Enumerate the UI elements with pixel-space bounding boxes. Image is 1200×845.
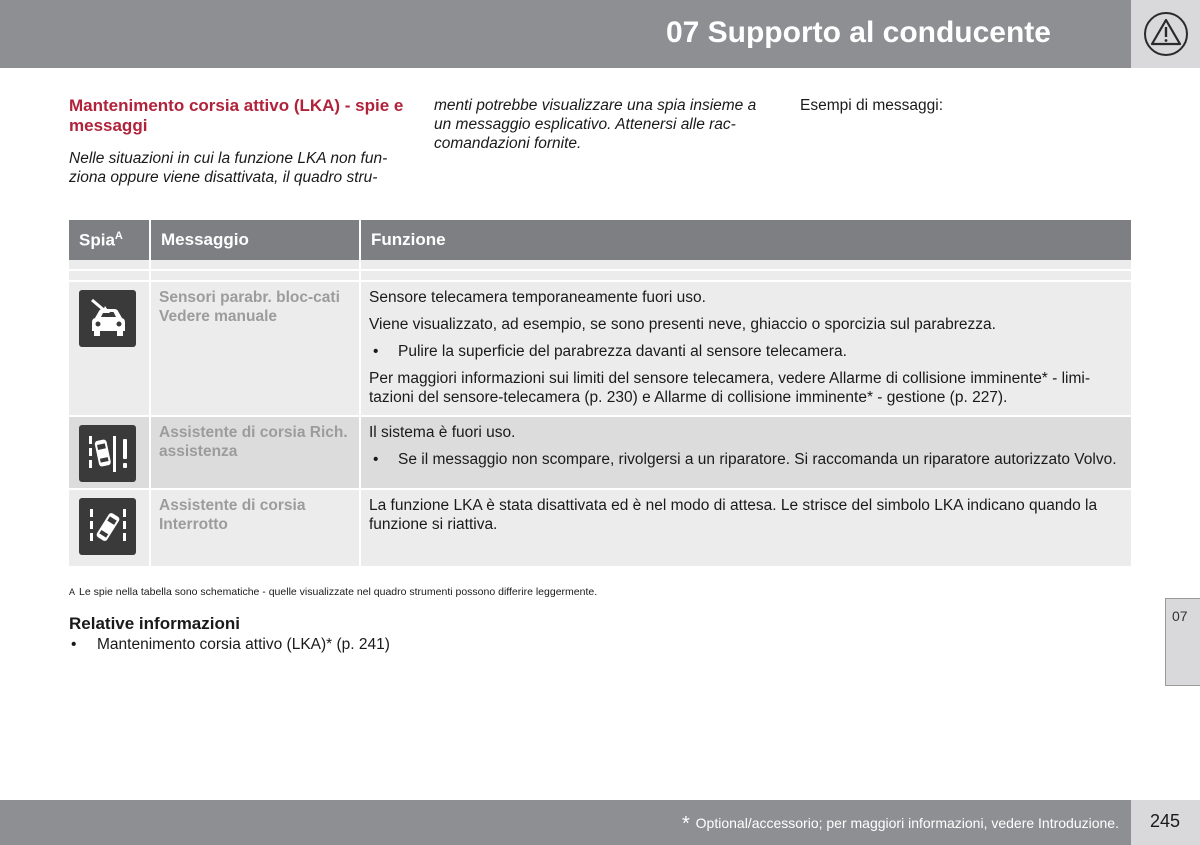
table-row-empty	[69, 270, 1131, 281]
empty-cell	[69, 270, 150, 281]
intro-text-1: Nelle situazioni in cui la funzione LKA non fun-ziona oppure viene disattivata, il quadro stru-	[69, 150, 388, 186]
lane-assist-interrupted-icon	[79, 498, 136, 555]
footer-text: Optional/accessorio; per maggiori informazioni, vedere Introduzione.	[695, 815, 1119, 832]
section-title: Mantenimento corsia attivo (LKA) - spie e messaggi	[69, 96, 404, 135]
intro-text-3: Esempi di messaggi:	[800, 97, 944, 114]
empty-cell	[360, 270, 1131, 281]
messages-table-wrap	[69, 220, 1131, 568]
empty-cell	[150, 260, 360, 270]
table-row	[69, 416, 1131, 489]
message-cell: Sensori parabr. bloc-cati Vedere manuale	[150, 281, 360, 416]
warning-icon-box	[1131, 0, 1200, 68]
table-row	[69, 281, 1131, 416]
function-text: Il sistema è fuori uso.	[369, 424, 516, 441]
function-text: Viene visualizzato, ad esempio, se sono presenti neve, ghiaccio o sporcizia sul parabrezza.	[369, 316, 996, 333]
table-row-empty	[69, 260, 1131, 270]
camera-sensor-blocked-icon	[79, 290, 136, 347]
header-spia-footnote-mark: A	[114, 229, 123, 242]
header-funzione: Funzione	[360, 220, 1131, 260]
function-text: Sensore telecamera temporaneamente fuori uso.	[369, 289, 706, 306]
table-row	[69, 489, 1131, 567]
related-link[interactable]: • Mantenimento corsia attivo (LKA)* (p. 241)	[69, 635, 397, 654]
message-cell: Assistente di corsia Rich. assistenza	[150, 416, 360, 489]
function-text: Per maggiori informazioni sui limiti del sensore telecamera, vedere Allarme di collisione imminente* - limi-tazioni del sensore-telecamera (p. 230) e Allarme di collisione imminente* - gestione (p. 227).	[369, 370, 1091, 406]
function-bullet: • Se il messaggio non scompare, rivolgersi a un riparatore. Si raccomanda un riparatore autorizzato Volvo.	[369, 450, 1121, 469]
footer-bar	[0, 800, 1131, 845]
related-info	[69, 614, 397, 654]
warning-triangle-icon	[1142, 10, 1190, 58]
chapter-side-tab	[1165, 598, 1200, 686]
page-number: 245	[1150, 811, 1181, 831]
intro-column-3	[800, 96, 1130, 115]
footnote-mark: A	[69, 587, 76, 597]
empty-cell	[69, 260, 150, 270]
function-bullet: • Pulire la superficie del parabrezza davanti al sensore telecamera.	[369, 342, 1121, 361]
chapter-title: 07 Supporto al conducente	[665, 16, 1051, 49]
messages-table	[69, 220, 1131, 568]
page-number-box	[1131, 800, 1200, 845]
empty-cell	[150, 270, 360, 281]
table-header-row	[69, 220, 1131, 260]
icon-cell	[69, 489, 150, 567]
side-tab-label: 07	[1172, 608, 1188, 624]
lane-assist-service-icon	[79, 425, 136, 482]
function-cell	[360, 416, 1131, 489]
message-cell: Assistente di corsia Interrotto	[150, 489, 360, 567]
intro-column-2	[434, 96, 769, 153]
table-footnote	[69, 586, 597, 598]
header-spia-label: Spia	[79, 230, 115, 250]
related-title: Relative informazioni	[69, 614, 240, 633]
icon-cell	[69, 416, 150, 489]
intro-column-1	[69, 96, 404, 187]
header-messaggio: Messaggio	[150, 220, 360, 260]
function-cell	[360, 281, 1131, 416]
function-cell	[360, 489, 1131, 567]
footer-note	[682, 813, 1119, 836]
header-bar	[0, 0, 1131, 68]
function-text: La funzione LKA è stata disattivata ed è nel modo di attesa. Le strisce del simbolo LKA indicano quando la funzione si riattiva.	[369, 497, 1098, 533]
header-spia	[69, 220, 150, 260]
intro-text-2: menti potrebbe visualizzare una spia insieme a un messaggio esplicativo. Attenersi alle rac-comandazioni fornite.	[434, 97, 757, 152]
empty-cell	[360, 260, 1131, 270]
icon-cell	[69, 281, 150, 416]
footer-star: *	[681, 813, 690, 835]
footnote-text: Le spie nella tabella sono schematiche - quelle visualizzate nel quadro strumenti possono differire leggermente.	[79, 586, 598, 598]
